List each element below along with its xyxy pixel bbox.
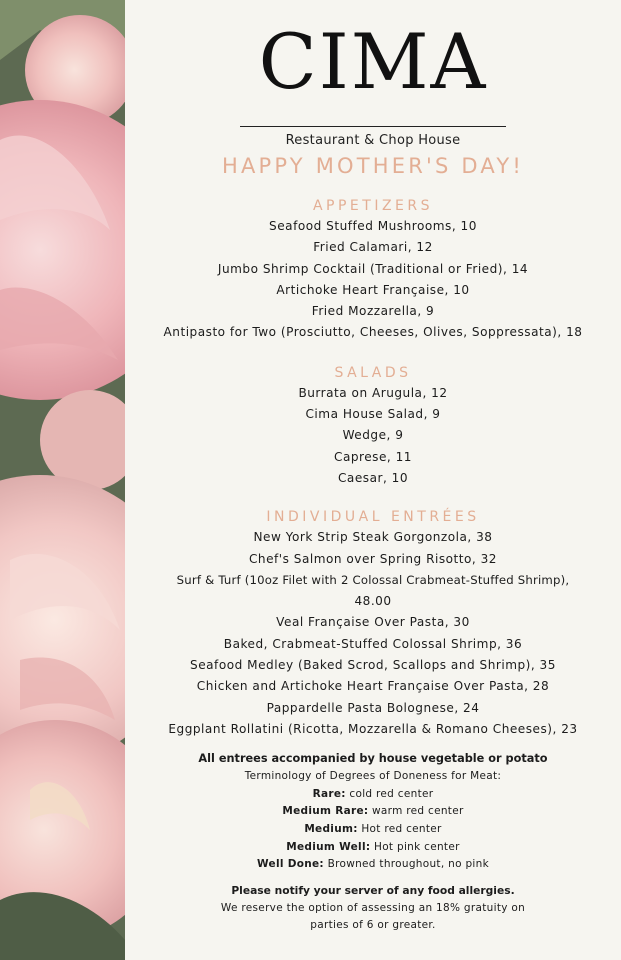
- menu-item-list: [125, 527, 621, 740]
- doneness-medium-rare: [125, 803, 621, 821]
- doneness-desc: warm red center: [372, 805, 464, 818]
- menu-item: Chef's Salmon over Spring Risotto, 32: [248, 551, 498, 566]
- doneness-term: Rare:: [312, 787, 346, 800]
- menu-item: Veal Française Over Pasta, 30: [276, 615, 470, 630]
- menu-item-list: [125, 216, 621, 344]
- doneness-well-done: [125, 856, 621, 874]
- section-salads: [125, 365, 621, 489]
- menu-item: New York Strip Steak Gorgonzola, 38: [253, 530, 493, 545]
- doneness-medium: [125, 821, 621, 839]
- accompaniment-note: All entrees accompanied by house vegetable or potato: [198, 752, 548, 766]
- section-appetizers: [125, 198, 621, 344]
- menu-item: Seafood Stuffed Mushrooms, 10: [269, 219, 477, 233]
- menu-item: Fried Mozzarella, 9: [311, 304, 435, 319]
- section-title: APPETIZERS: [312, 198, 434, 214]
- doneness-desc: Hot pink center: [374, 840, 460, 853]
- menu-item: Burrata on Arugula, 12: [298, 385, 448, 400]
- menu-notes: [125, 750, 621, 935]
- doneness-term: Medium Well:: [286, 840, 371, 853]
- section-title: SALADS: [334, 364, 412, 381]
- menu-item: Baked, Crabmeat-Stuffed Colossal Shrimp, 36: [223, 636, 523, 651]
- gratuity-note-line-1: We reserve the option of assessing an 18% gratuity on: [220, 901, 526, 914]
- menu-item: Caprese, 11: [334, 449, 412, 464]
- menu-item: Surf & Turf (10oz Filet with 2 Colossal Crabmeat-Stuffed Shrimp),: [176, 572, 570, 587]
- restaurant-subtitle: Restaurant & Chop House: [285, 133, 461, 148]
- doneness-medium-well: [125, 839, 621, 857]
- doneness-term: Medium:: [304, 823, 358, 836]
- section-entrees: [125, 509, 621, 740]
- menu-item: Caesar, 10: [337, 470, 409, 485]
- doneness-term: Medium Rare:: [282, 805, 369, 818]
- rose-photo-panel: [0, 0, 125, 960]
- logo: CIMA: [258, 17, 488, 106]
- doneness-title: Terminology of Degrees of Doneness for Meat:: [244, 770, 502, 783]
- menu-item: Chicken and Artichoke Heart Française Over Pasta, 28: [196, 679, 550, 694]
- gratuity-note-line-2: parties of 6 or greater.: [310, 919, 436, 932]
- menu-item: Eggplant Rollatini (Ricotta, Mozzarella & Romano Cheeses), 23: [168, 721, 578, 736]
- menu-item: Jumbo Shrimp Cocktail (Traditional or Fried), 14: [217, 261, 529, 276]
- menu-item: Artichoke Heart Française, 10: [276, 282, 470, 297]
- footer-notes: [125, 882, 621, 935]
- menu-item: Seafood Medley (Baked Scrod, Scallops and Shrimp), 35: [190, 658, 556, 673]
- menu-item: Antipasto for Two (Prosciutto, Cheeses, Olives, Soppressata), 18: [163, 325, 583, 340]
- menu-item: Fried Calamari, 12: [313, 240, 433, 255]
- allergy-note: Please notify your server of any food allergies.: [231, 883, 515, 897]
- section-title: INDIVIDUAL ENTRÉES: [266, 509, 480, 526]
- doneness-desc: Browned throughout, no pink: [327, 858, 489, 871]
- page-headline: HAPPY MOTHER'S DAY!: [221, 154, 524, 178]
- menu-item-list: [125, 383, 621, 489]
- doneness-desc: cold red center: [349, 787, 434, 800]
- doneness-desc: Hot red center: [361, 823, 442, 836]
- logo-divider: [240, 126, 506, 127]
- doneness-rare: [125, 786, 621, 804]
- menu-item: 48.00: [354, 594, 392, 609]
- menu-panel: [125, 0, 621, 960]
- menu-item: Wedge, 9: [342, 428, 404, 443]
- menu-item: Cima House Salad, 9: [305, 407, 441, 422]
- menu-item: Pappardelle Pasta Bolognese, 24: [266, 700, 480, 715]
- rose-photo-icon: [0, 0, 125, 960]
- doneness-term: Well Done:: [257, 858, 324, 871]
